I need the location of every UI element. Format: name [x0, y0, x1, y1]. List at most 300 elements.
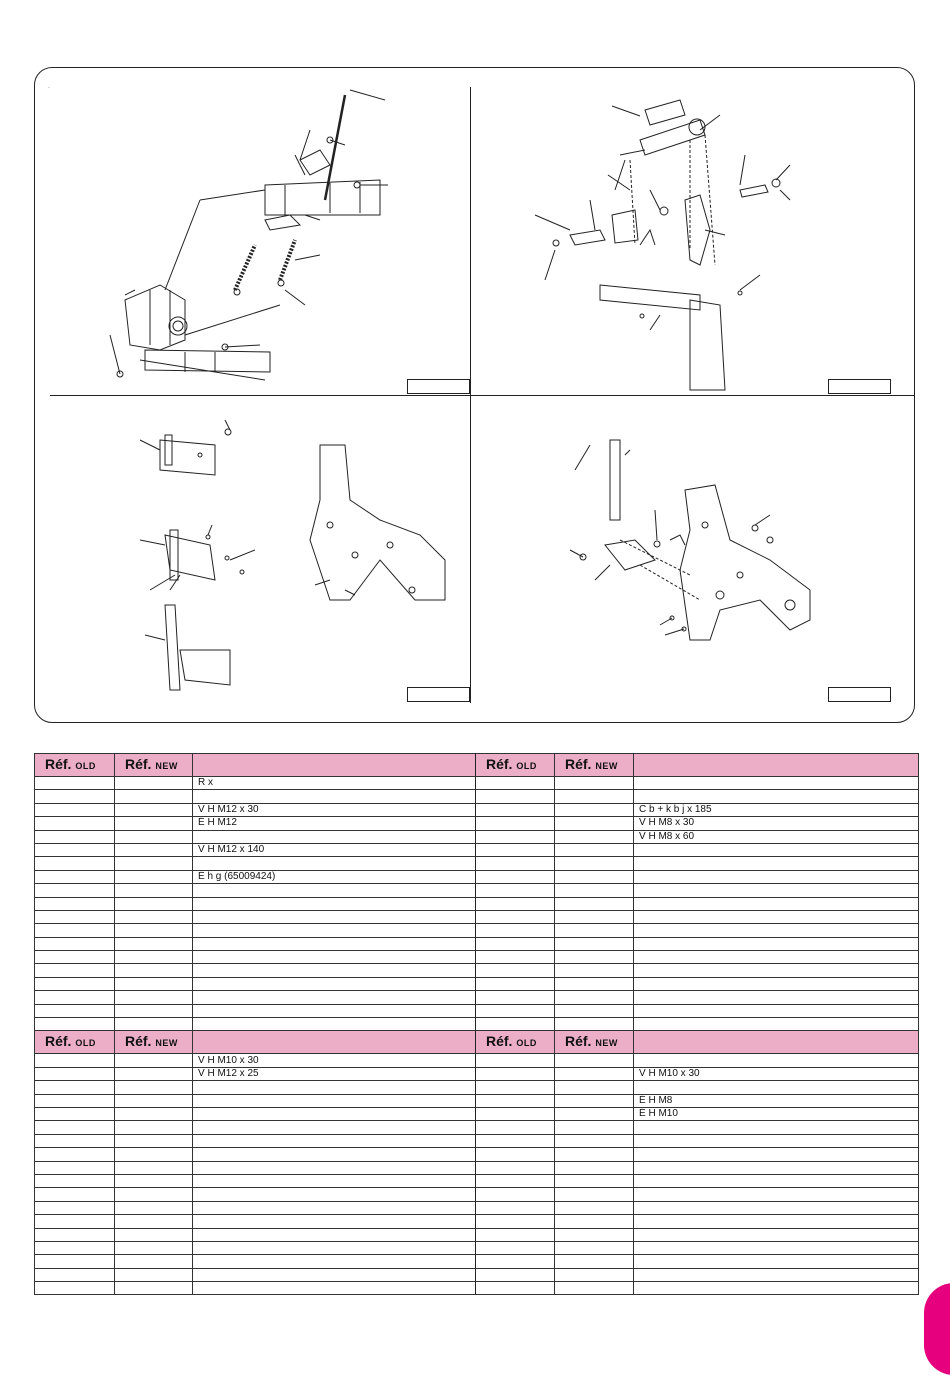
- part-description: É h g (65009424): [193, 870, 476, 883]
- ref-new-cell: [555, 777, 634, 790]
- part-description: [193, 857, 476, 870]
- ref-new-cell: [555, 1228, 634, 1241]
- part-description: [193, 1174, 476, 1187]
- ref-old-cell: [35, 870, 115, 883]
- ref-sublabel: NEW: [155, 761, 178, 771]
- table-row: [35, 1268, 919, 1281]
- part-description: V H M8 x 60: [634, 830, 919, 843]
- description-header: [193, 754, 476, 777]
- ref-new-cell: [555, 924, 634, 937]
- ref-new-cell: [115, 1188, 193, 1201]
- part-description: [193, 1121, 476, 1134]
- part-description: [193, 1134, 476, 1147]
- table-row: [35, 1081, 919, 1094]
- svg-text:·: ·: [48, 85, 50, 91]
- ref-new-cell: [555, 817, 634, 830]
- part-description: [634, 951, 919, 964]
- table-header-row: [35, 1031, 919, 1054]
- ref-new-cell: [115, 1241, 193, 1254]
- ref-label: Réf.: [486, 756, 513, 772]
- part-description: V H M12 x 30: [193, 803, 476, 816]
- part-description: [193, 884, 476, 897]
- ref-new-cell: [555, 1201, 634, 1214]
- ref-new-cell: [555, 803, 634, 816]
- ref-label: Réf.: [565, 1033, 592, 1050]
- bracket-frame-drawing: [570, 440, 810, 640]
- ref-old-cell: [35, 964, 115, 977]
- ref-label: Réf.: [125, 756, 152, 772]
- ref-new-cell: [555, 937, 634, 950]
- ref-new-cell: [555, 1067, 634, 1080]
- ref-old-cell: [476, 991, 555, 1004]
- ref-new-cell: [555, 1255, 634, 1268]
- figure-label-box: [828, 687, 891, 702]
- ref-old-cell: [476, 964, 555, 977]
- ref-new-cell: [115, 1201, 193, 1214]
- part-description: É H M12: [193, 817, 476, 830]
- table-row: [35, 1067, 919, 1080]
- part-description: [634, 897, 919, 910]
- table-row: [35, 1241, 919, 1254]
- ref-new-cell: [115, 977, 193, 990]
- part-description: [634, 1121, 919, 1134]
- ref-new-cell: [115, 1004, 193, 1017]
- ref-old-cell: [35, 803, 115, 816]
- ref-new-header: [555, 1031, 634, 1054]
- part-description: [634, 857, 919, 870]
- ref-sublabel: OLD: [516, 1038, 537, 1049]
- section-tab-marker: [924, 1283, 950, 1375]
- table-row: [35, 964, 919, 977]
- part-description: [193, 1215, 476, 1228]
- ref-old-cell: [476, 1215, 555, 1228]
- ref-new-cell: [115, 870, 193, 883]
- ref-new-cell: [115, 951, 193, 964]
- part-description: [634, 1215, 919, 1228]
- table-row: [35, 897, 919, 910]
- ref-new-cell: [555, 1161, 634, 1174]
- ref-old-cell: [35, 884, 115, 897]
- part-description: [193, 1268, 476, 1281]
- table-row: [35, 1174, 919, 1187]
- table-row: [35, 857, 919, 870]
- ref-new-cell: [555, 1148, 634, 1161]
- ref-new-cell: [555, 830, 634, 843]
- ref-old-cell: [476, 1094, 555, 1107]
- ref-label: Réf.: [565, 756, 592, 772]
- ref-old-cell: [35, 924, 115, 937]
- ref-old-cell: [476, 1174, 555, 1187]
- table-row: [35, 777, 919, 790]
- ref-old-cell: [476, 1054, 555, 1067]
- ref-new-cell: [555, 1004, 634, 1017]
- part-description: É H M10: [634, 1107, 919, 1120]
- ref-new-cell: [115, 964, 193, 977]
- part-description: [634, 1148, 919, 1161]
- ref-old-header: [35, 1031, 115, 1054]
- part-description: [193, 910, 476, 923]
- ref-label: Réf.: [45, 756, 72, 772]
- ref-new-cell: [115, 857, 193, 870]
- ref-old-cell: [476, 1148, 555, 1161]
- part-description: [193, 951, 476, 964]
- table-row: [35, 1004, 919, 1017]
- part-description: [634, 1081, 919, 1094]
- ref-new-cell: [115, 1228, 193, 1241]
- ref-old-cell: [35, 1174, 115, 1187]
- ref-old-cell: [476, 910, 555, 923]
- part-description: É H M8: [634, 1094, 919, 1107]
- ref-sublabel: OLD: [75, 1038, 96, 1049]
- part-description: V H M12 x 140: [193, 843, 476, 856]
- table-row: [35, 1201, 919, 1214]
- ref-new-cell: [115, 817, 193, 830]
- ref-new-header: [555, 754, 634, 777]
- ref-old-cell: [476, 951, 555, 964]
- ref-old-cell: [35, 1215, 115, 1228]
- ref-old-cell: [35, 1255, 115, 1268]
- ref-new-cell: [115, 1134, 193, 1147]
- ref-old-cell: [476, 897, 555, 910]
- ref-new-cell: [115, 910, 193, 923]
- ref-new-cell: [115, 1054, 193, 1067]
- ref-old-cell: [476, 803, 555, 816]
- table-row: [35, 910, 919, 923]
- ref-old-header: [476, 754, 555, 777]
- ref-old-cell: [476, 830, 555, 843]
- part-description: [634, 964, 919, 977]
- table-row: [35, 1054, 919, 1067]
- ref-old-cell: [476, 790, 555, 803]
- part-description: [634, 937, 919, 950]
- ref-old-cell: [476, 1201, 555, 1214]
- part-description: [634, 884, 919, 897]
- table-row: [35, 924, 919, 937]
- part-description: [193, 991, 476, 1004]
- part-description: [193, 1018, 476, 1031]
- table-row: [35, 830, 919, 843]
- ref-new-cell: [115, 991, 193, 1004]
- ref-old-cell: [476, 937, 555, 950]
- table-row: [35, 1215, 919, 1228]
- table-row: [35, 790, 919, 803]
- ref-new-cell: [115, 803, 193, 816]
- ref-new-cell: [115, 1282, 193, 1295]
- ref-old-cell: [35, 1161, 115, 1174]
- ref-new-cell: [115, 1094, 193, 1107]
- ref-sublabel: NEW: [155, 1038, 178, 1049]
- ref-old-cell: [476, 1228, 555, 1241]
- ref-new-cell: [555, 790, 634, 803]
- part-description: [634, 1228, 919, 1241]
- ref-old-cell: [35, 1188, 115, 1201]
- ref-new-cell: [115, 830, 193, 843]
- part-description: [634, 1161, 919, 1174]
- part-description: V H M8 x 30: [634, 817, 919, 830]
- ref-old-cell: [35, 830, 115, 843]
- ref-old-cell: [35, 951, 115, 964]
- ref-label: Réf.: [125, 1033, 152, 1050]
- part-description: [193, 937, 476, 950]
- ref-old-cell: [476, 1004, 555, 1017]
- part-description: [634, 1134, 919, 1147]
- part-description: [634, 870, 919, 883]
- ref-new-cell: [555, 1282, 634, 1295]
- part-description: R x: [193, 777, 476, 790]
- part-description: [193, 924, 476, 937]
- part-description: [634, 843, 919, 856]
- ref-old-cell: [476, 924, 555, 937]
- table-row: [35, 870, 919, 883]
- ref-new-cell: [555, 977, 634, 990]
- figure-label-box: [828, 379, 891, 394]
- ref-old-cell: [35, 1018, 115, 1031]
- ref-new-cell: [555, 964, 634, 977]
- ref-old-cell: [35, 991, 115, 1004]
- table-row: [35, 1121, 919, 1134]
- ref-new-cell: [115, 1174, 193, 1187]
- ref-old-cell: [35, 1134, 115, 1147]
- ref-old-cell: [35, 1121, 115, 1134]
- ref-label: Réf.: [45, 1033, 72, 1050]
- cylinder-linkage-drawing: [535, 100, 790, 390]
- part-description: [193, 1004, 476, 1017]
- ref-new-cell: [115, 1067, 193, 1080]
- ref-new-cell: [115, 1255, 193, 1268]
- part-description: [634, 1282, 919, 1295]
- ref-sublabel: OLD: [75, 761, 96, 771]
- table-row: [35, 1094, 919, 1107]
- part-description: [193, 1241, 476, 1254]
- ref-old-header: [35, 754, 115, 777]
- ref-new-cell: [555, 1241, 634, 1254]
- ref-old-cell: [476, 1134, 555, 1147]
- part-description: [193, 964, 476, 977]
- ref-new-cell: [115, 843, 193, 856]
- ref-new-cell: [555, 1107, 634, 1120]
- ref-new-cell: [555, 1215, 634, 1228]
- ref-new-cell: [555, 884, 634, 897]
- ref-old-cell: [35, 1228, 115, 1241]
- ref-old-cell: [476, 857, 555, 870]
- ref-new-cell: [115, 1018, 193, 1031]
- ref-new-header: [115, 754, 193, 777]
- ref-old-cell: [476, 1241, 555, 1254]
- part-description: [634, 1241, 919, 1254]
- part-description: [193, 830, 476, 843]
- part-description: [193, 1161, 476, 1174]
- part-description: [193, 1148, 476, 1161]
- part-description: [634, 790, 919, 803]
- ref-old-cell: [35, 1004, 115, 1017]
- part-description: [193, 977, 476, 990]
- part-description: [634, 991, 919, 1004]
- ref-new-cell: [115, 897, 193, 910]
- ref-new-cell: [115, 1161, 193, 1174]
- table-row: [35, 1148, 919, 1161]
- figure-label-box: [407, 687, 470, 702]
- ref-new-cell: [555, 1054, 634, 1067]
- ref-old-cell: [476, 1018, 555, 1031]
- ref-old-cell: [476, 1161, 555, 1174]
- parts-list-table: [34, 753, 919, 1295]
- table-row: [35, 937, 919, 950]
- ref-new-cell: [115, 777, 193, 790]
- ref-new-cell: [555, 843, 634, 856]
- plate-and-frame-drawing: [140, 420, 445, 690]
- part-description: [193, 1282, 476, 1295]
- part-description: V H M12 x 25: [193, 1067, 476, 1080]
- ref-new-cell: [115, 1148, 193, 1161]
- ref-old-cell: [35, 910, 115, 923]
- part-description: [634, 924, 919, 937]
- ref-new-cell: [115, 790, 193, 803]
- part-description: V H M10 x 30: [193, 1054, 476, 1067]
- table-row: [35, 843, 919, 856]
- part-description: [193, 1228, 476, 1241]
- ref-new-cell: [555, 1188, 634, 1201]
- ref-new-cell: [115, 884, 193, 897]
- ref-old-cell: [35, 1201, 115, 1214]
- part-description: V H M10 x 30: [634, 1067, 919, 1080]
- ref-old-cell: [35, 777, 115, 790]
- ref-new-cell: [555, 951, 634, 964]
- part-description: [634, 1054, 919, 1067]
- ref-old-cell: [476, 843, 555, 856]
- ref-old-cell: [476, 1282, 555, 1295]
- ref-old-cell: [35, 790, 115, 803]
- ref-old-cell: [35, 1094, 115, 1107]
- part-description: [634, 777, 919, 790]
- ref-old-cell: [476, 977, 555, 990]
- ref-new-cell: [115, 1081, 193, 1094]
- ref-new-cell: [555, 1268, 634, 1281]
- ref-old-cell: [35, 817, 115, 830]
- ref-sublabel: OLD: [516, 761, 537, 771]
- ref-old-cell: [476, 884, 555, 897]
- ref-new-cell: [555, 1121, 634, 1134]
- ref-old-cell: [476, 870, 555, 883]
- table-row: [35, 951, 919, 964]
- table-row: [35, 1161, 919, 1174]
- ref-old-cell: [476, 1107, 555, 1120]
- ref-new-header: [115, 1031, 193, 1054]
- ref-new-cell: [555, 857, 634, 870]
- ref-old-cell: [476, 817, 555, 830]
- part-description: [193, 1255, 476, 1268]
- ref-old-cell: [35, 1081, 115, 1094]
- part-description: [193, 1201, 476, 1214]
- ref-new-cell: [555, 1018, 634, 1031]
- table-header-row: [35, 754, 919, 777]
- ref-old-cell: [476, 1268, 555, 1281]
- ref-old-header: [476, 1031, 555, 1054]
- ref-new-cell: [555, 897, 634, 910]
- ref-new-cell: [555, 1174, 634, 1187]
- part-description: [193, 1081, 476, 1094]
- ref-old-cell: [35, 897, 115, 910]
- part-description: [193, 897, 476, 910]
- ref-old-cell: [35, 1067, 115, 1080]
- part-description: [634, 1018, 919, 1031]
- part-description: [193, 1094, 476, 1107]
- table-row: [35, 991, 919, 1004]
- ref-sublabel: NEW: [595, 761, 618, 771]
- table-row: [35, 803, 919, 816]
- ref-old-cell: [35, 843, 115, 856]
- part-description: [193, 1188, 476, 1201]
- part-description: [634, 1004, 919, 1017]
- part-description: [634, 910, 919, 923]
- part-description: [634, 977, 919, 990]
- ref-new-cell: [555, 870, 634, 883]
- part-description: [193, 1107, 476, 1120]
- part-description: C b + k b j x 185: [634, 803, 919, 816]
- ref-new-cell: [555, 991, 634, 1004]
- ref-new-cell: [555, 1081, 634, 1094]
- ref-old-cell: [476, 1067, 555, 1080]
- description-header: [634, 754, 919, 777]
- table-row: [35, 1107, 919, 1120]
- ref-old-cell: [35, 1241, 115, 1254]
- ref-old-cell: [35, 1148, 115, 1161]
- ref-new-cell: [115, 924, 193, 937]
- table-row: [35, 1018, 919, 1031]
- frame-assembly-drawing: [110, 90, 388, 380]
- table-row: [35, 1134, 919, 1147]
- ref-old-cell: [35, 937, 115, 950]
- ref-old-cell: [476, 1255, 555, 1268]
- table-row: [35, 1282, 919, 1295]
- description-header: [193, 1031, 476, 1054]
- table-row: [35, 1188, 919, 1201]
- table-row: [35, 817, 919, 830]
- part-description: [634, 1188, 919, 1201]
- ref-new-cell: [115, 1215, 193, 1228]
- figure-label-box: [407, 379, 470, 394]
- table-row: [35, 1255, 919, 1268]
- ref-old-cell: [35, 1054, 115, 1067]
- ref-old-cell: [35, 1268, 115, 1281]
- ref-new-cell: [115, 1121, 193, 1134]
- part-description: [634, 1255, 919, 1268]
- description-header: [634, 1031, 919, 1054]
- ref-sublabel: NEW: [595, 1038, 618, 1049]
- table-row: [35, 977, 919, 990]
- ref-new-cell: [115, 937, 193, 950]
- part-description: [634, 1174, 919, 1187]
- part-description: [634, 1268, 919, 1281]
- ref-old-cell: [476, 777, 555, 790]
- part-description: [193, 790, 476, 803]
- ref-old-cell: [476, 1121, 555, 1134]
- ref-new-cell: [555, 1094, 634, 1107]
- ref-new-cell: [115, 1268, 193, 1281]
- ref-old-cell: [35, 857, 115, 870]
- table-row: [35, 884, 919, 897]
- ref-old-cell: [35, 1282, 115, 1295]
- ref-new-cell: [555, 910, 634, 923]
- ref-new-cell: [115, 1107, 193, 1120]
- part-description: [634, 1201, 919, 1214]
- ref-new-cell: [555, 1134, 634, 1147]
- ref-old-cell: [476, 1188, 555, 1201]
- ref-old-cell: [35, 1107, 115, 1120]
- ref-old-cell: [476, 1081, 555, 1094]
- ref-label: Réf.: [486, 1033, 513, 1050]
- table-row: [35, 1228, 919, 1241]
- ref-old-cell: [35, 977, 115, 990]
